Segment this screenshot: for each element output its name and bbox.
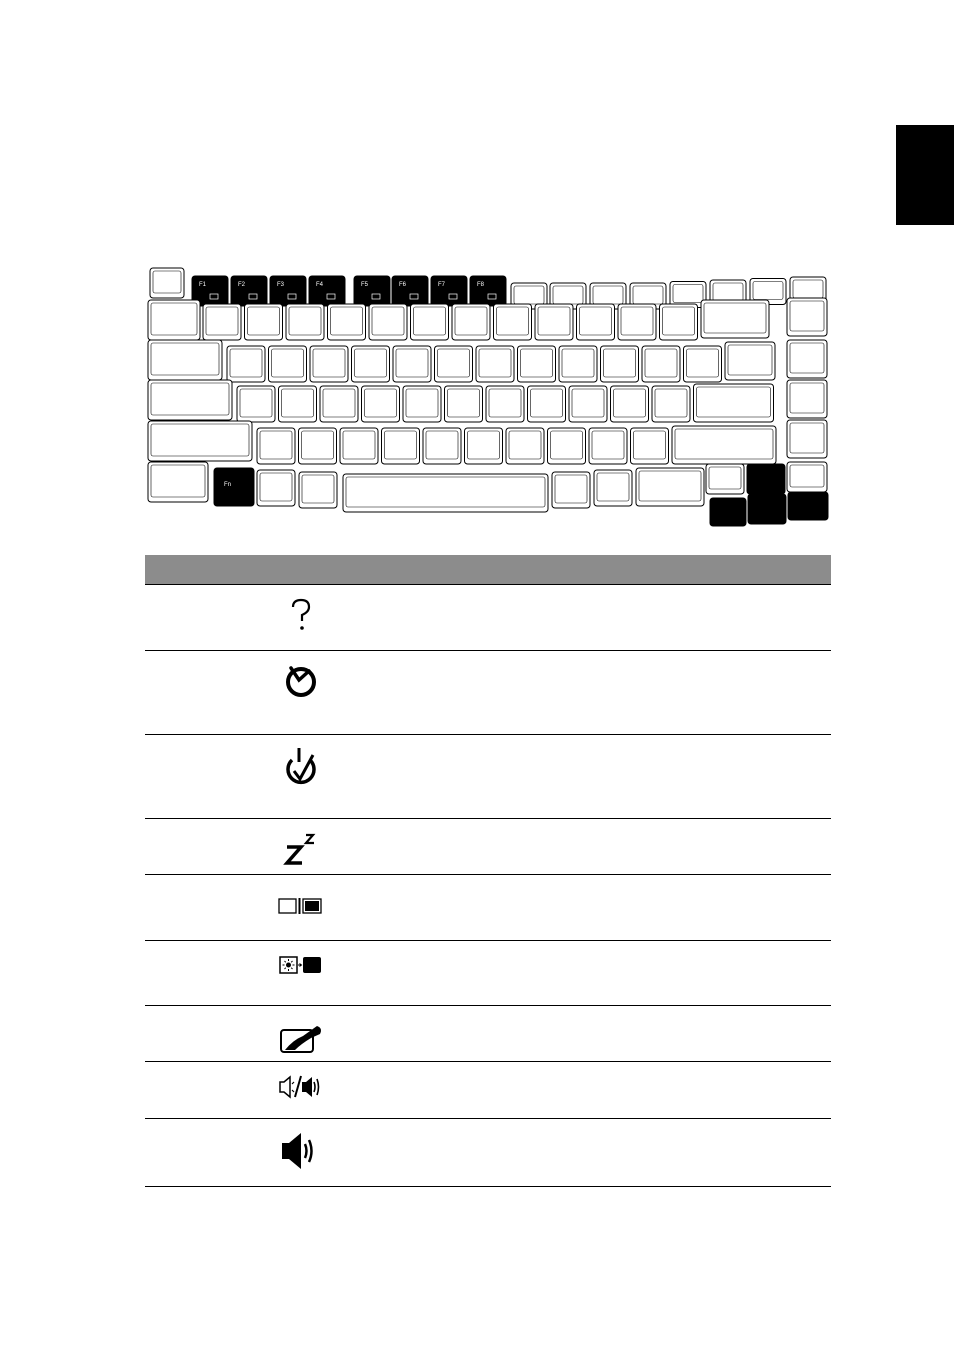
speaker-toggle-icon bbox=[273, 1072, 329, 1112]
key-enter bbox=[694, 384, 774, 422]
table-row bbox=[145, 1062, 831, 1119]
key-backslash bbox=[725, 342, 775, 380]
sleep-icon bbox=[273, 829, 329, 869]
key bbox=[642, 346, 680, 382]
key-pgdn bbox=[787, 462, 827, 492]
key bbox=[328, 304, 366, 340]
key-pgup-blank bbox=[706, 464, 744, 494]
key bbox=[203, 304, 241, 340]
key bbox=[257, 428, 295, 464]
fkey-f6 bbox=[392, 276, 428, 306]
fkey-label: F7 bbox=[438, 282, 446, 288]
key bbox=[435, 346, 473, 382]
key bbox=[320, 386, 358, 422]
key-shift-right bbox=[672, 426, 776, 464]
key bbox=[362, 386, 400, 422]
key-end bbox=[787, 420, 827, 458]
chapter-tab bbox=[896, 125, 954, 225]
key-home bbox=[787, 380, 827, 418]
key bbox=[227, 346, 265, 382]
key bbox=[340, 428, 378, 464]
key bbox=[577, 304, 615, 340]
fkey-f3 bbox=[270, 276, 306, 306]
key-insert bbox=[787, 298, 827, 336]
key bbox=[245, 304, 283, 340]
key bbox=[618, 304, 656, 340]
fkey-label: F4 bbox=[316, 282, 324, 288]
key bbox=[684, 346, 722, 382]
table-row bbox=[145, 941, 831, 1006]
key bbox=[528, 386, 566, 422]
key-win bbox=[257, 470, 295, 506]
key bbox=[518, 346, 556, 382]
key bbox=[299, 428, 337, 464]
key bbox=[660, 304, 698, 340]
key bbox=[589, 428, 627, 464]
key-ctrl bbox=[148, 462, 208, 502]
key bbox=[369, 304, 407, 340]
key-tab bbox=[148, 340, 222, 380]
key-menu bbox=[594, 470, 632, 506]
key-backtick bbox=[148, 300, 200, 340]
key-alt bbox=[299, 472, 337, 508]
key bbox=[411, 304, 449, 340]
key-space bbox=[343, 474, 548, 512]
key-ctrl-right bbox=[636, 468, 704, 506]
key bbox=[393, 346, 431, 382]
key-backspace bbox=[701, 300, 769, 338]
key-left bbox=[710, 498, 746, 526]
fkey-label: F6 bbox=[399, 282, 407, 288]
key-right bbox=[788, 492, 828, 520]
table-row bbox=[145, 585, 831, 651]
key bbox=[269, 346, 307, 382]
key bbox=[494, 304, 532, 340]
key bbox=[279, 386, 317, 422]
keyboard-diagram bbox=[140, 258, 840, 533]
fkey-f7 bbox=[431, 276, 467, 306]
key bbox=[611, 386, 649, 422]
volume-icon bbox=[273, 1129, 329, 1169]
help-icon bbox=[273, 595, 329, 635]
key bbox=[423, 428, 461, 464]
table-header bbox=[145, 555, 831, 585]
key bbox=[559, 346, 597, 382]
key bbox=[465, 428, 503, 464]
fkey-label: F1 bbox=[199, 282, 207, 288]
fkey-label: F3 bbox=[277, 282, 285, 288]
fkey-label: F8 bbox=[477, 282, 485, 288]
fkey-f2 bbox=[231, 276, 267, 306]
touchpad-toggle-icon bbox=[273, 1016, 329, 1056]
key bbox=[310, 346, 348, 382]
key bbox=[548, 428, 586, 464]
fkey-f8 bbox=[470, 276, 506, 306]
key bbox=[506, 428, 544, 464]
key bbox=[601, 346, 639, 382]
key-shift-left bbox=[148, 421, 252, 461]
key-delete bbox=[787, 340, 827, 378]
table-row bbox=[145, 1006, 831, 1062]
table-row bbox=[145, 735, 831, 819]
key bbox=[286, 304, 324, 340]
power-options-icon bbox=[273, 745, 329, 785]
table-row bbox=[145, 819, 831, 875]
hotkey-table bbox=[145, 555, 831, 1187]
key bbox=[476, 346, 514, 382]
key-up bbox=[747, 464, 785, 494]
key bbox=[352, 346, 390, 382]
fkey-label: F5 bbox=[361, 282, 369, 288]
key bbox=[452, 304, 490, 340]
table-row bbox=[145, 875, 831, 941]
key bbox=[382, 428, 420, 464]
fkey-f4 bbox=[309, 276, 345, 306]
key-caps bbox=[148, 380, 232, 420]
key bbox=[237, 386, 275, 422]
table-row bbox=[145, 1119, 831, 1187]
fkey-label: F2 bbox=[238, 282, 246, 288]
key-fn bbox=[214, 468, 254, 506]
system-properties-icon bbox=[273, 661, 329, 701]
key bbox=[535, 304, 573, 340]
key bbox=[569, 386, 607, 422]
display-toggle-icon bbox=[273, 885, 329, 925]
key bbox=[445, 386, 483, 422]
key bbox=[486, 386, 524, 422]
table-row bbox=[145, 651, 831, 735]
screen-blank-icon bbox=[273, 951, 329, 991]
key bbox=[631, 428, 669, 464]
key-esc bbox=[150, 268, 184, 298]
key bbox=[652, 386, 690, 422]
fkey-f5 bbox=[354, 276, 390, 306]
key-altgr bbox=[552, 472, 590, 508]
fn-key-label: Fn bbox=[224, 482, 232, 488]
key bbox=[403, 386, 441, 422]
key-down bbox=[748, 494, 786, 524]
